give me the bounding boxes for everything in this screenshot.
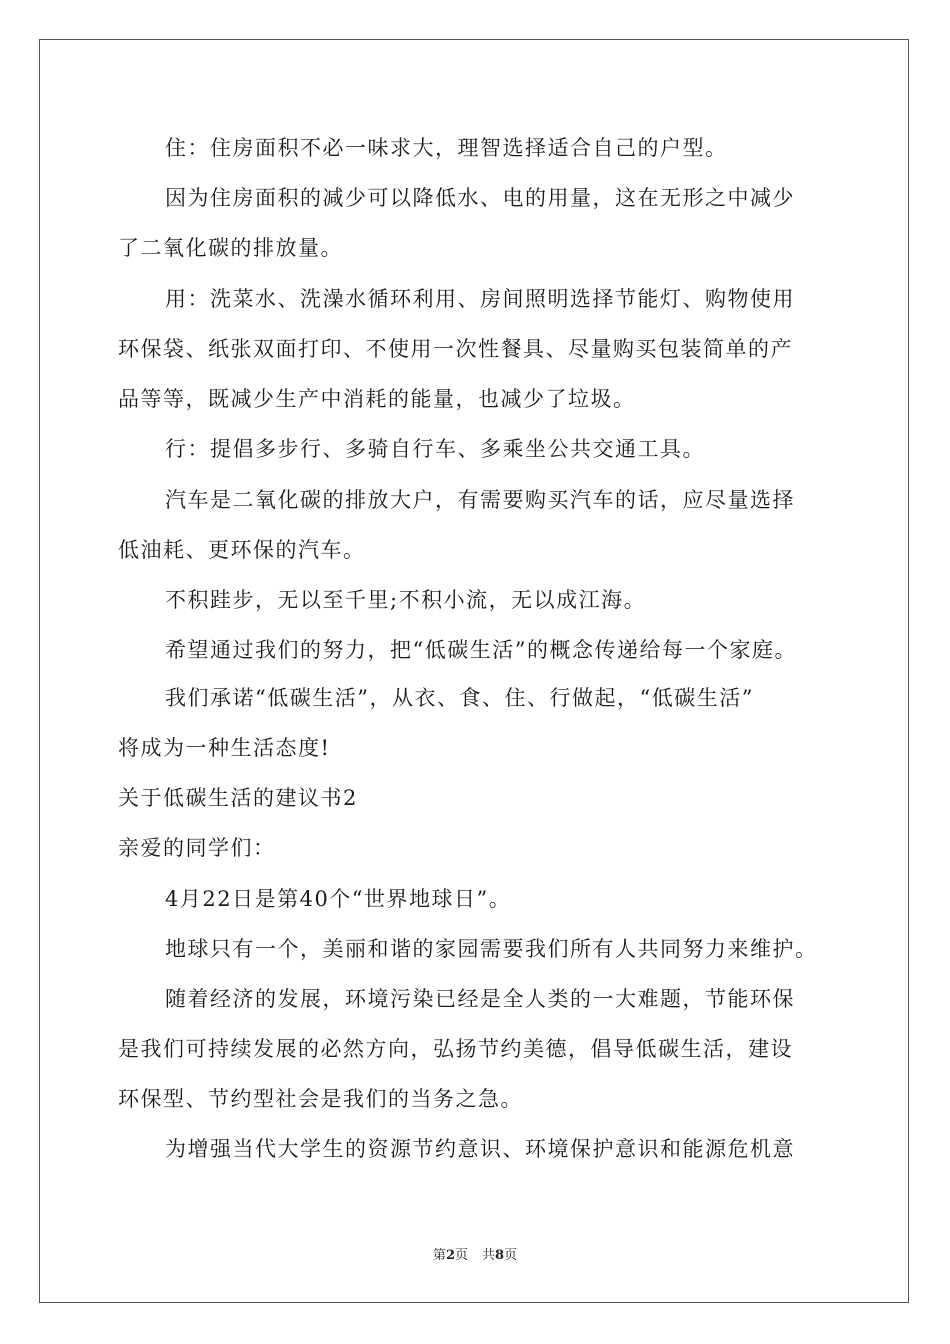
text-line: 了二氧化碳的排放量。 [118,236,343,260]
current-page-number: 2 [445,1248,455,1263]
text-line: 品等等，既减少生产中消耗的能量，也减少了垃圾。 [118,387,636,411]
text-line: 为增强当代大学生的资源节约意识、环境保护意识和能源危机意 [165,1137,795,1161]
text-line: 环保型、节约型社会是我们的当务之急。 [118,1087,523,1111]
text-line: 住：住房面积不必一味求大，理智选择适合自己的户型。 [165,136,728,160]
text-line: 汽车是二氧化碳的排放大户，有需要购买汽车的话，应尽量选择 [165,488,795,512]
text-line: 环保袋、纸张双面打印、不使用一次性餐具、尽量购买包装简单的产 [118,337,793,361]
text-line: 希望通过我们的努力，把“低碳生活”的概念传递给每一个家庭。 [165,638,797,662]
text-line: 将成为一种生活态度! [118,736,331,760]
section-heading: 关于低碳生活的建议书2 [118,786,358,810]
page-footer [0,1247,950,1265]
text-line: 不积跬步，无以至千里;不积小流，无以成江海。 [165,588,647,612]
footer-total-prefix: 共 [482,1248,496,1263]
salutation: 亲爱的同学们： [118,836,276,860]
total-page-number: 8 [495,1248,505,1263]
text-line: 低油耗、更环保的汽车。 [118,538,366,562]
text-line: 地球只有一个，美丽和谐的家园需要我们所有人共同努力来维护。 [165,937,818,961]
text-line: 因为住房面积的减少可以降低水、电的用量，这在无形之中减少 [165,186,795,210]
text-line: 我们承诺“低碳生活”，从衣、食、住、行做起，“低碳生活” [165,686,754,710]
footer-total-suffix: 页 [504,1248,518,1263]
footer-current-suffix: 页 [454,1248,468,1263]
text-line: 行：提倡多步行、多骑自行车、多乘坐公共交通工具。 [165,437,705,461]
text-line: 随着经济的发展，环境污染已经是全人类的一大难题，节能环保 [165,987,795,1011]
text-line: 是我们可持续发展的必然方向，弘扬节约美德，倡导低碳生活，建设 [118,1037,793,1061]
footer-current-prefix: 第 [432,1248,446,1263]
text-line: 用：洗菜水、洗澡水循环利用、房间照明选择节能灯、购物使用 [165,287,795,311]
text-line: 4月22日是第40个“世界地球日”。 [165,887,512,911]
